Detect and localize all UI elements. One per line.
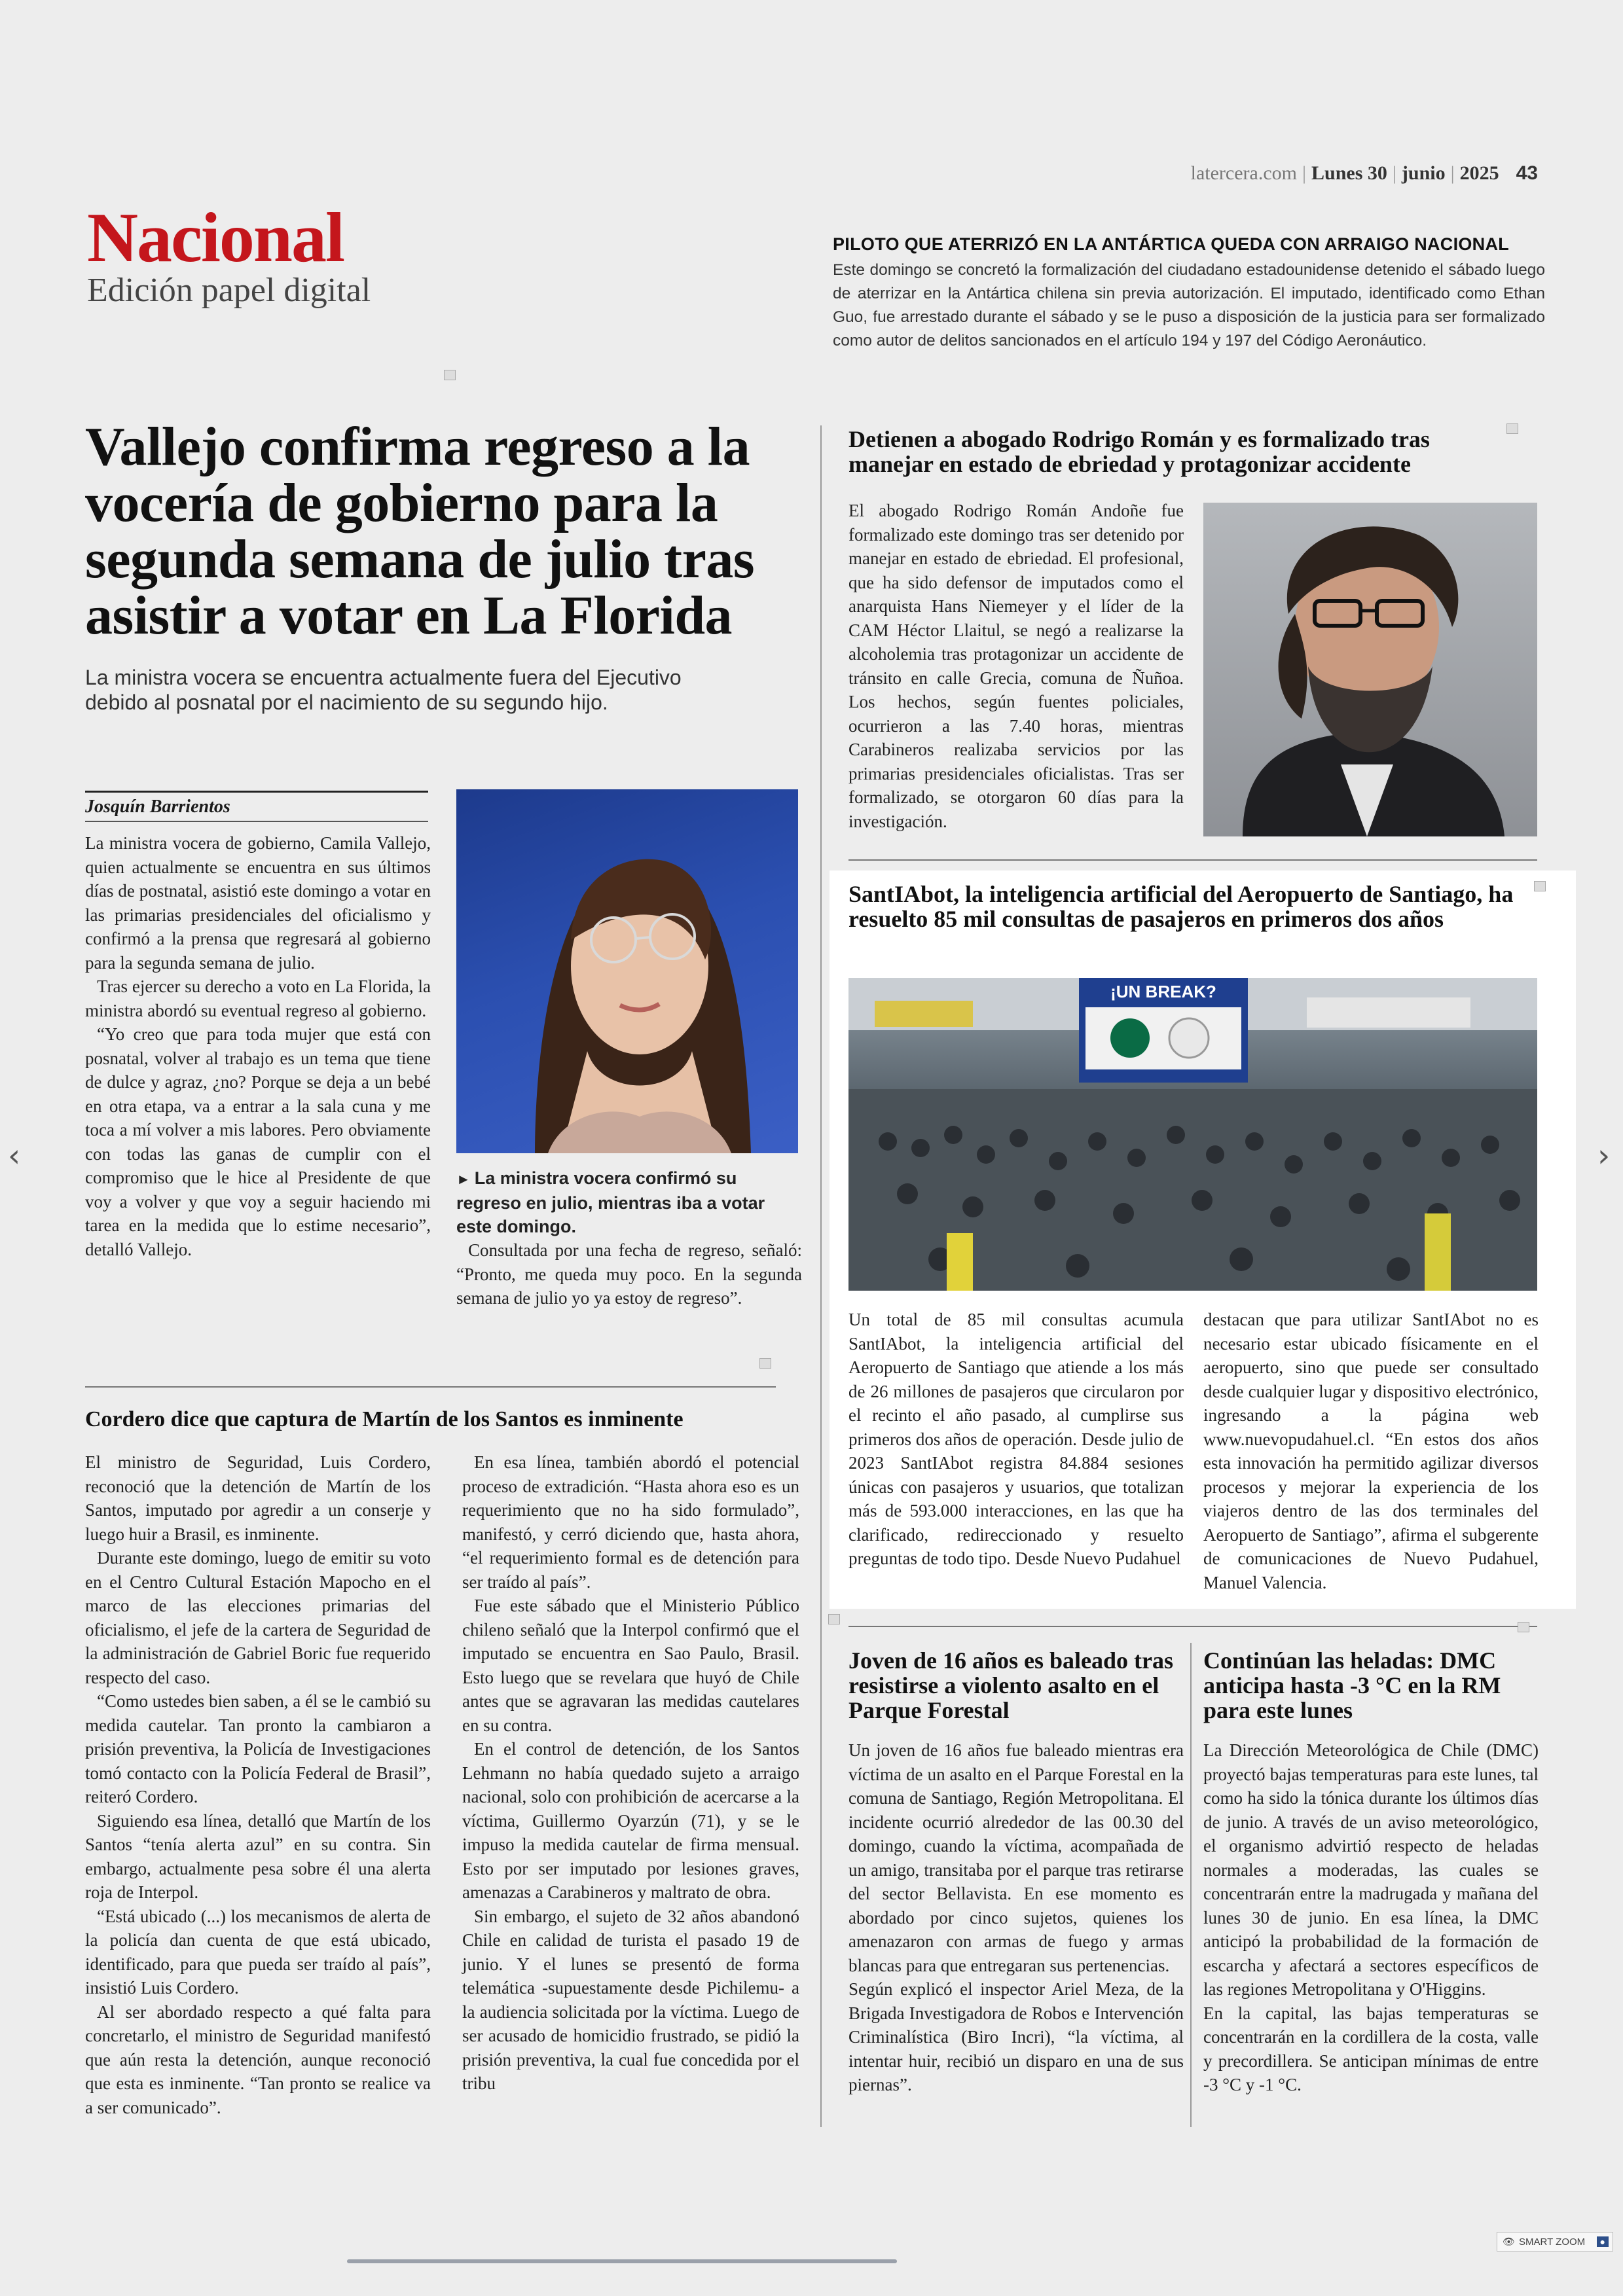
article-zoom-icon[interactable] (828, 1614, 840, 1624)
photo-caption: ► La ministra vocera confirmó su regreso en julio, mientras iba a votar este domingo. (456, 1168, 765, 1236)
article-zoom-icon[interactable] (1518, 1622, 1529, 1632)
sign-text: ¡UN BREAK? (1110, 982, 1216, 1001)
airport-photo (848, 978, 1537, 1291)
vallejo-photo (456, 789, 798, 1153)
date-year: 2025 (1459, 162, 1499, 184)
santiabot-column-2 (1203, 1308, 1539, 1594)
roman-text (848, 499, 1184, 833)
date-month: junio (1401, 162, 1446, 184)
paragraph: La ministra vocera de gobierno, Camila Vallejo, quien actualmente se encuentra en sus últimos días de postnatal, asistió este domingo a votar en las primarias presidenciales del oficialismo y confirmó a la prensa que regresará al gobierno para la segunda semana de julio. (85, 833, 431, 973)
santiabot-headline: SantIAbot, la inteligencia artificial del Aeropuerto de Santiago, ha resuelto 85 mil consultas de pasajeros en primeros dos años (848, 881, 1514, 932)
paragraph: Tras ejercer su derecho a voto en La Florida, la ministra abordó su eventual regreso al gobierno. (85, 977, 431, 1020)
eye-icon: 👁 (1503, 2236, 1516, 2248)
paragraph: Durante este domingo, luego de emitir su voto en el Centro Cultural Estación Mapocho en el marco de las elecciones primarias del oficialismo, el jefe de la cartera de Seguridad de la administración de Gabriel Boric fue requerido respecto del caso. (85, 1548, 431, 1687)
brief-article (833, 234, 1545, 353)
paragraph: Según explicó el inspector Ariel Meza, de la Brigada Investigadora de Robos e Intervención Criminalística (Biro Incri), “la víctima, al intentar huir, recibió un disparo en una de sus piernas”. (848, 1979, 1184, 2094)
joven-text (848, 1738, 1184, 2097)
byline-rule (85, 821, 428, 822)
cordero-column-2 (462, 1450, 799, 2096)
portrait-illustration (456, 789, 798, 1153)
page-number: 43 (1516, 162, 1538, 184)
main-column-2 (456, 1238, 802, 1310)
main-lead: La ministra vocera se encuentra actualmente fuera del Ejecutivo debido al posnatal por el nacimiento de su segundo hijo. (85, 666, 682, 714)
column-rule (820, 425, 822, 2127)
main-headline: Vallejo confirma regreso a la vocería de gobierno para la segunda semana de julio tras asistir a votar en La Florida (85, 416, 755, 646)
section-divider (848, 859, 1537, 861)
section-divider (85, 1386, 776, 1388)
paragraph: En la capital, las bajas temperaturas se concentrarán en la cordillera de la costa, valle y precordillera. Se anticipan mínimas de entre -3 °C y -1 °C. (1203, 2003, 1539, 2094)
airport-illustration (848, 978, 1537, 1291)
date-day: Lunes 30 (1311, 162, 1387, 184)
site-name: latercera.com (1190, 162, 1297, 184)
paragraph: “Como ustedes bien saben, a él se le cambió su medida cautelar. Tan pronto la cambiaron a prisión preventiva, la Policía de Investigaciones tomó contacto con la Policía Federal de Brasil”, reiteró Cordero. (85, 1691, 431, 1806)
previous-page-icon[interactable]: ‹ (8, 1138, 21, 1174)
cordero-column-1 (85, 1450, 431, 2119)
scrollbar-thumb[interactable] (347, 2259, 897, 2263)
page-scrollbar[interactable] (347, 2259, 897, 2263)
main-column-1 (85, 831, 431, 1261)
paragraph: El abogado Rodrigo Román Andoñe fue formalizado este domingo tras ser detenido por manejar en estado de ebriedad. El profesional, que ha sido defensor de imputados como el anarquista Hans Niemeyer y el líder de la CAM Héctor Llaitul, se negó a realizarse la alcoholemia tras protagonizar un accidente de tránsito en calle Grecia, comuna de Ñuñoa. Los hechos, según fuentes policiales, ocurrieron a las 7.40 horas, mientras Carabineros realizaba servicios por las primarias presidenciales oficialistas. Tras ser formalizado, se otorgaron 60 días para la investigación. (848, 501, 1184, 831)
smart-zoom-button[interactable] (1497, 2232, 1613, 2251)
paragraph: En esa línea, también abordó el potencial proceso de extradición. “Hasta ahora eso es un requerimiento que no ha sido formulado”, manifestó, y cerró diciendo que, hasta ahora, “el requerimiento formal es de detención para ser traído al país”. (462, 1452, 799, 1592)
next-page-icon[interactable]: › (1597, 1138, 1611, 1174)
page-header-info: latercera.com | Lunes 30 | junio | 2025 43 (1190, 162, 1538, 184)
brief-text: Este domingo se concretó la formalización del ciudadano estadounidense detenido el sábado luego de aterrizar en la Antártica chilena sin previa autorización. El imputado, identificado como Ethan Guo, fue arrestado durante el sábado y se le puso a disposición de la justicia para ser formalizado como autor de delitos sancionados en el artículo 194 y 197 del Código Aeronáutico. (833, 261, 1545, 350)
santiabot-column-1 (848, 1308, 1184, 1571)
joven-headline: Joven de 16 años es baleado tras resistirse a violento asalto en el Parque Forestal (848, 1647, 1174, 1723)
roman-headline: Detienen a abogado Rodrigo Román y es formalizado tras manejar en estado de ebriedad y protagonizar accidente (848, 426, 1430, 477)
edition-label: Edición papel digital (87, 272, 371, 309)
column-rule (1190, 1643, 1192, 2127)
zoom-toggle-icon: ● (1597, 2236, 1609, 2247)
paragraph: Un total de 85 mil consultas acumula SantIAbot, la inteligencia artificial del Aeropuerto de Santiago que atiende a los más de 26 millones de pasajeros que circularon por el recinto el año pasado, al cumplirse sus primeros dos años de operación. Desde julio de 2023 SantIAbot registra 84.884 sesiones únicas con pasajeros y usuarios, que totalizan más de 593.000 interacciones, en las que ha clarificado, redireccionado y resuelto preguntas de todo tipo. Desde Nuevo Pudahuel (848, 1310, 1184, 1568)
roman-photo (1203, 503, 1537, 836)
paragraph: En el control de detención, de los Santos Lehmann no había quedado sujeto a arraigo nacional, solo con prohibición de acercarse a la víctima, Guillermo Oyarzún (71), y se le impuso la medida cautelar de firma mensual. Esto por ser imputado por lesiones graves, amenazas a Carabineros y maltrato de obra. (462, 1739, 799, 1902)
cordero-headline: Cordero dice que captura de Martín de los Santos es inminente (85, 1407, 684, 1431)
portrait-illustration (1203, 503, 1537, 836)
paragraph: Siguiendo esa línea, detalló que Martín de los Santos “tenía alerta azul” en su contra. Sin embargo, actualmente pesa sobre él una alerta roja de Interpol. (85, 1810, 431, 1902)
paragraph: Consultada por una fecha de regreso, señaló: “Pronto, me queda muy poco. En la segunda semana de julio yo ya estoy de regreso”. (456, 1240, 802, 1308)
heladas-text (1203, 1738, 1539, 2097)
brief-title: PILOTO QUE ATERRIZÓ EN LA ANTÁRTICA QUEDA CON ARRAIGO NACIONAL (833, 234, 1510, 254)
paragraph: Un joven de 16 años fue baleado mientras era víctima de un asalto en el Parque Forestal en la comuna de Santiago, Región Metropolitana. El incidente ocurrió alrededor de las 00.30 del domingo, cuando la víctima, acompañada de un amigo, transitaba por el parque tras retirarse del sector Bellavista. En ese momento es abordado por cinco sujetos, quienes los amenazaron con armas de fuego y armas blancas para que entregaran sus pertenencias. (848, 1740, 1184, 1975)
caption-arrow-icon: ► (456, 1171, 471, 1187)
zoom-label: SMART ZOOM (1519, 2236, 1586, 2248)
paragraph: “Yo creo que para toda mujer que está con posnatal, volver al trabajo es un tema que tiene de dulce y agraz, ¿no? Porque se deja a un bebé en otra etapa, va a entrar a la sala cuna y me toca a mí volver a mis labores. Pero obviamente con todas las ganas de cumplir con el compromiso que le hice al Presidente de que voy a volver y que voy a seguir haciendo mi tarea en la medida que lo estime necesario”, detalló Vallejo. (85, 1024, 431, 1259)
paragraph: Fue este sábado que el Ministerio Público chileno señaló que la Interpol confirmó que el imputado se encuentra en Sao Paulo, Brasil. Esto luego que se revelara que huyó de Chile antes que se agravaran las medidas cautelares en su contra. (462, 1596, 799, 1735)
article-zoom-icon[interactable] (1534, 881, 1546, 891)
section-divider (848, 1626, 1537, 1627)
paragraph: La Dirección Meteorológica de Chile (DMC) proyectó bajas temperaturas para este lunes, tal como ha sido la tónica durante los últimos días de junio. A través de un aviso meteorológico, el organismo advirtió respecto de heladas normales a moderadas, las cuales se concentrarán entre la madrugada y mañana del lunes 30 de junio. En esa línea, la DMC anticipó la probabilidad de la formación de escarcha y afectará a sectores específicos de las regiones Metropolitana y O'Higgins. (1203, 1740, 1539, 1999)
paragraph: Al ser abordado respecto a qué falta para concretarlo, el ministro de Seguridad manifestó que aún resta la detención, aunque reconoció que esta es inminente. “Tan pronto se realice va a ser comunicado”. (85, 2001, 431, 2117)
paragraph: destacan que para utilizar SantIAbot no es necesario estar ubicado físicamente en el aeropuerto, sino que puede ser consultado desde cualquier lugar y dispositivo electrónico, ingresando a la página web www.nuevopudahuel.cl. “En estos dos años esta innovación ha permitido agilizar diversos procesos y mejorar la experiencia de los viajeros dentro de las dos terminales del Aeropuerto de Santiago”, afirma el subgerente de comunicaciones de Nuevo Pudahuel, Manuel Valencia. (1203, 1310, 1539, 1592)
article-zoom-icon[interactable] (1506, 423, 1518, 434)
heladas-headline: Continúan las heladas: DMC anticipa hasta -3 °C en la RM para este lunes (1203, 1647, 1501, 1723)
byline: Josquín Barrientos (85, 791, 428, 817)
section-title: Nacional (87, 199, 344, 277)
paragraph: “Está ubicado (...) los mecanismos de alerta de la policía dan cuenta de que está ubicado, identificado, para que pueda ser traído al país”, insistió Luis Cordero. (85, 1906, 431, 1998)
paragraph: El ministro de Seguridad, Luis Cordero, reconoció que la detención de Martín de los Santos, imputado por agredir a un conserje y luego huir a Brasil, es inminente. (85, 1452, 431, 1544)
article-zoom-icon[interactable] (759, 1358, 771, 1369)
article-zoom-icon[interactable] (444, 370, 456, 380)
paragraph: Sin embargo, el sujeto de 32 años abandonó Chile en calidad de turista el pasado 19 de junio. Y el lunes se presentó de forma telemática -supuestamente desde Pichilemu- a la audiencia solicitada por la víctima. Luego de ser acusado de homicidio frustrado, se pidió la prisión preventiva, la cual fue concedida por el tribu (462, 1906, 799, 2093)
